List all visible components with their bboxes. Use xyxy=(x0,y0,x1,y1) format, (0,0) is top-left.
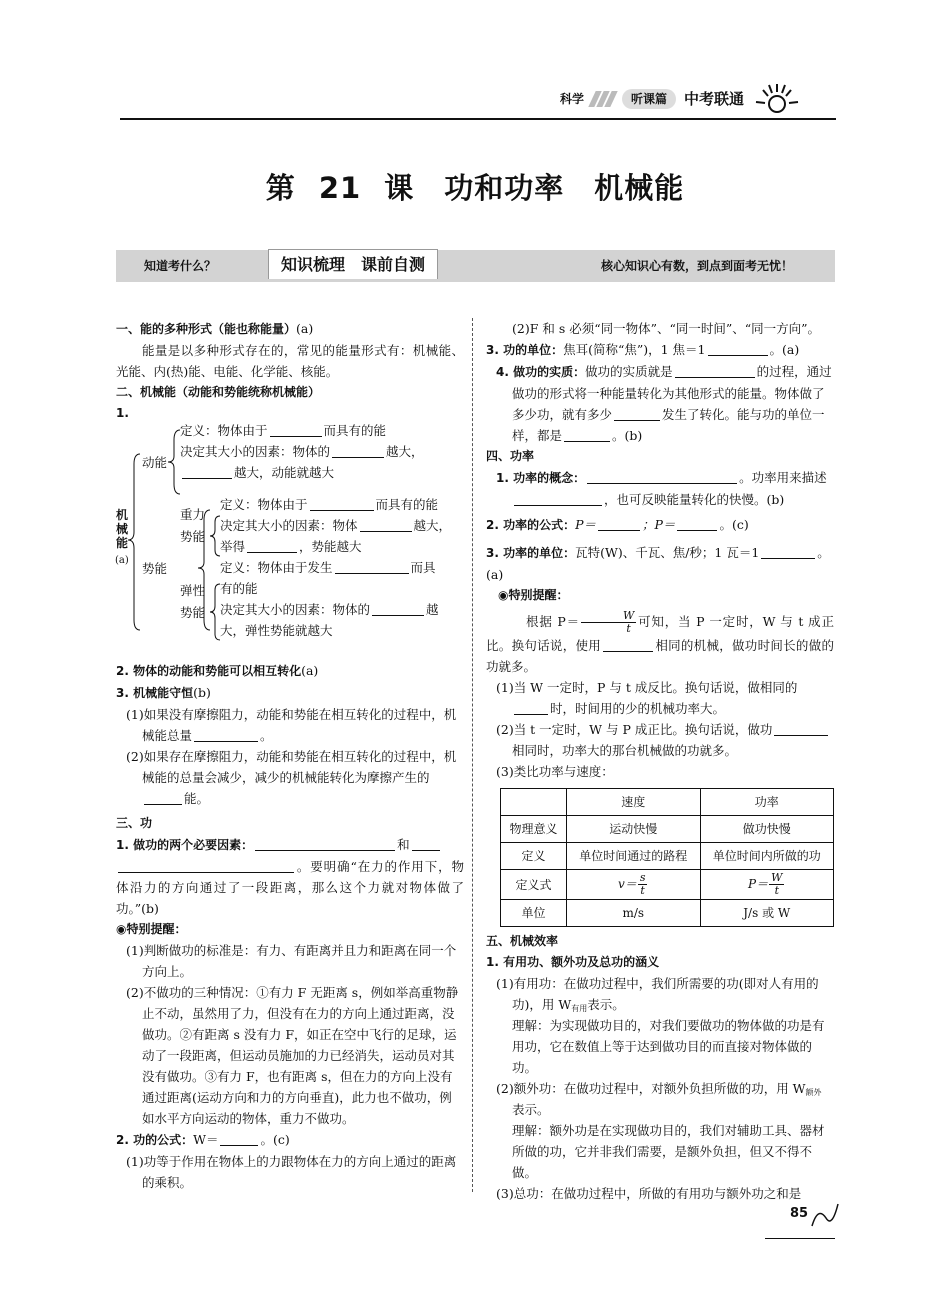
speed-formula: v＝ $\frac{s}{t}$ xyxy=(567,870,701,900)
s5-item-1: 1. 有用功、额外功及总功的涵义 xyxy=(486,955,660,969)
table-row: 单位 m/s J/s 或 W xyxy=(501,900,834,927)
table-header-speed: 速度 xyxy=(567,789,701,816)
epe-factor-2: 大，弹性势能就越大 xyxy=(220,623,333,638)
s4-tip-1: (1)当 W 一定时，P 与 t 成反比。换句话说，做相同的时，时间用的少的机械功率大。 xyxy=(496,680,798,716)
page-number-rule xyxy=(765,1238,835,1239)
s2-item-2: 2. 物体的动能和势能可以相互转化(a) xyxy=(116,663,319,678)
s1-body: 能量是以多种形式存在的，常见的能量形式有：机械能、光能、内(热)能、电能、化学能、核能。 xyxy=(116,343,464,379)
s2-item-3-1: (1)如果没有摩擦阻力，动能和势能在相互转化的过程中，机械能总量 。 xyxy=(126,707,457,743)
s1-heading: 一、能的多种形式（能也称能量）(a) xyxy=(116,321,314,336)
s4-tip-2: (2)当 t 一定时，W 与 P 成正比。换句话说，做功相同时，功率大的那台机械做的功就多。 xyxy=(486,719,834,761)
gpe-factor: 决定其大小的因素：物体 越大， xyxy=(220,518,452,533)
left-column xyxy=(116,318,464,1193)
s3-tip: ◉特别提醒： xyxy=(116,922,187,936)
s5-extra-work: (2)额外功：在做功过程中，对额外负担所做的功，用 $W_{额外}$表示。 xyxy=(496,1081,822,1117)
page-header xyxy=(560,86,800,112)
sun-logo-icon xyxy=(754,82,800,116)
gpe-def: 定义：物体由于 而具有的能 xyxy=(220,497,439,512)
pe-label: 势能 xyxy=(142,561,168,576)
slash-decoration xyxy=(592,91,614,107)
subject-label: 科学 xyxy=(560,91,585,106)
s4-tip-body: 根据 P＝ $\frac{W}{t}$ 可知，当 P 一定时，W 与 t 成正比。换句话说，使用 相同的机械，做功时间长的做的功就多。 xyxy=(486,609,834,674)
s4-item-3: 3. 功率的单位：瓦特(W)、千瓦、焦/秒；1 瓦＝1 。(a) xyxy=(486,545,830,582)
s4-heading: 四、功率 xyxy=(486,449,535,463)
s4-item-1: 1. 功率的概念： 。功率用来描述，也可反映能量转化的快慢。(b) xyxy=(496,470,827,507)
table-row: 定义 单位时间通过的路程 单位时间内所做的功 xyxy=(501,843,834,870)
s2-item-3: 3. 机械能守恒(b) xyxy=(116,685,211,700)
s3-item-4: 4. 做功的实质：做功的实质就是 的过程，通过做功的形式将一种能量转化为其他形式的能量。物体做了多少功，就有多少 发生了转化。能与功的单位一样，都是 。(b) xyxy=(496,364,832,443)
page-wave-icon xyxy=(810,1200,840,1230)
table-row xyxy=(501,789,834,816)
s5-heading: 五、机械效率 xyxy=(486,934,559,948)
power-formula: P＝ $\frac{W}{t}$ xyxy=(700,870,834,900)
section-banner xyxy=(116,250,835,282)
s3-item-2: 2. 功的公式：W＝ 。(c) xyxy=(116,1132,290,1147)
epe-def-2: 有的能 xyxy=(220,581,258,596)
s4-tip-3: (3)类比功率与速度： xyxy=(496,764,614,779)
epe-label: 弹性 势能 xyxy=(180,583,206,620)
banner-left: 知道考什么？ xyxy=(144,258,217,273)
section-label: 听课篇 xyxy=(622,89,676,109)
s5-total-work: (3)总功：在做功过程中，所做的有用功与额外功之和是 xyxy=(496,1186,802,1201)
ke-factor: 决定其大小的因素：物体的 越大， xyxy=(180,444,424,459)
column-divider xyxy=(472,318,473,1192)
s5-extra-note: 理解：额外功是在实现做功目的，我们对辅助工具、器材所做的功，它并非我们需要，是额外负担，但又不得不做。 xyxy=(512,1123,825,1180)
energy-tree-diagram xyxy=(116,424,464,660)
s4-item-2: 2. 功率的公式：P＝ ；P＝ 。(c) xyxy=(486,517,749,532)
s3-item-2-2: (2)F 和 s 必须“同一物体”、“同一时间”、“同一方向”。 xyxy=(512,321,821,336)
s3-tip-2: (2)不做功的三种情况：①有力 F 无距离 s，例如举高重物静止不动，虽然用了力，但没有在力的方向上通过距离，没做功。②有距离 s 没有力 F，如正在空中飞行的足球，运动了一段距离，但运动员施加的力已经消失，运动员对其没有做功。③有力 F，也有距离 s，但在力的方向上没有通过距离(运动方向和力的方向垂直)，此力也不做功，例如水平方向运动的物体，重力不做功。 xyxy=(126,985,459,1126)
table-row: 物理意义 运动快慢 做功快慢 xyxy=(501,816,834,843)
header-rule xyxy=(120,118,836,120)
s5-useful-work: (1)有用功：在做功过程中，我们所需要的功(即对人有用的功)，用 $W_{有用}$表示。 xyxy=(496,976,819,1013)
s3-item-2-1: (1)功等于作用在物体上的力跟物体在力的方向上通过的距离的乘积。 xyxy=(126,1154,457,1190)
s5-useful-note: 理解：为实现做功目的，对我们要做功的物体做的功是有用功，它在数值上等于达到做功目的而直接对物体做的功。 xyxy=(512,1018,825,1075)
banner-center: 知识梳理 课前自测 xyxy=(268,249,438,279)
s2-item-3-2: (2)如果存在摩擦阻力，动能和势能在相互转化的过程中，机械能的总量会减少，减少的机械能转化为摩擦产生的能。 xyxy=(126,749,457,806)
s2-heading: 二、机械能（动能和势能统称机械能） xyxy=(116,385,321,399)
s4-tip: ◉特别提醒： xyxy=(498,588,569,602)
s3-heading: 三、功 xyxy=(116,816,153,830)
s3-item-1: 1. 做功的两个必要因素： 和 。要明确“在力的作用下，物体沿力的方向通过了一段距离，那么这个力就对物体做了功。”(b) xyxy=(116,837,464,916)
ke-label: 动能 xyxy=(142,455,168,470)
speed-power-table xyxy=(500,788,834,927)
s3-item-3: 3. 功的单位：焦耳(简称“焦”)，1 焦＝1 。(a) xyxy=(486,342,800,357)
table-row: 定义式 v＝ $\frac{s}{t}$ P＝ $\frac{W}{t}$ xyxy=(501,870,834,900)
brand-label: 中考联通 xyxy=(684,89,745,108)
right-column xyxy=(486,318,834,1204)
gpe-label: 重力 势能 xyxy=(180,507,206,544)
epe-factor: 决定其大小的因素：物体的 越 xyxy=(220,602,439,617)
table-header-power: 功率 xyxy=(700,789,834,816)
s3-tip-1: (1)判断做功的标准是：有力、有距离并且力和距离在同一个方向上。 xyxy=(126,943,457,979)
ke-def: 定义：物体由于 而具有的能 xyxy=(180,423,387,438)
page-number: 85 xyxy=(790,1206,809,1221)
s2-item-1: 1. xyxy=(116,406,129,420)
power-fraction: $\frac{W}{t}$ xyxy=(581,610,636,635)
epe-def: 定义：物体由于发生 而具 xyxy=(220,560,436,575)
tree-root-tag: (a) xyxy=(115,555,129,566)
gpe-factor-2: 举得 ，势能越大 xyxy=(220,539,362,554)
page-title: 第 21 课 功和功率 机械能 xyxy=(265,171,685,205)
tree-root: 机 械 能 xyxy=(116,508,129,550)
ke-factor-2: 越大，动能就越大 xyxy=(180,462,334,483)
banner-right: 核心知识心有数，到点到面考无忧！ xyxy=(600,258,793,273)
